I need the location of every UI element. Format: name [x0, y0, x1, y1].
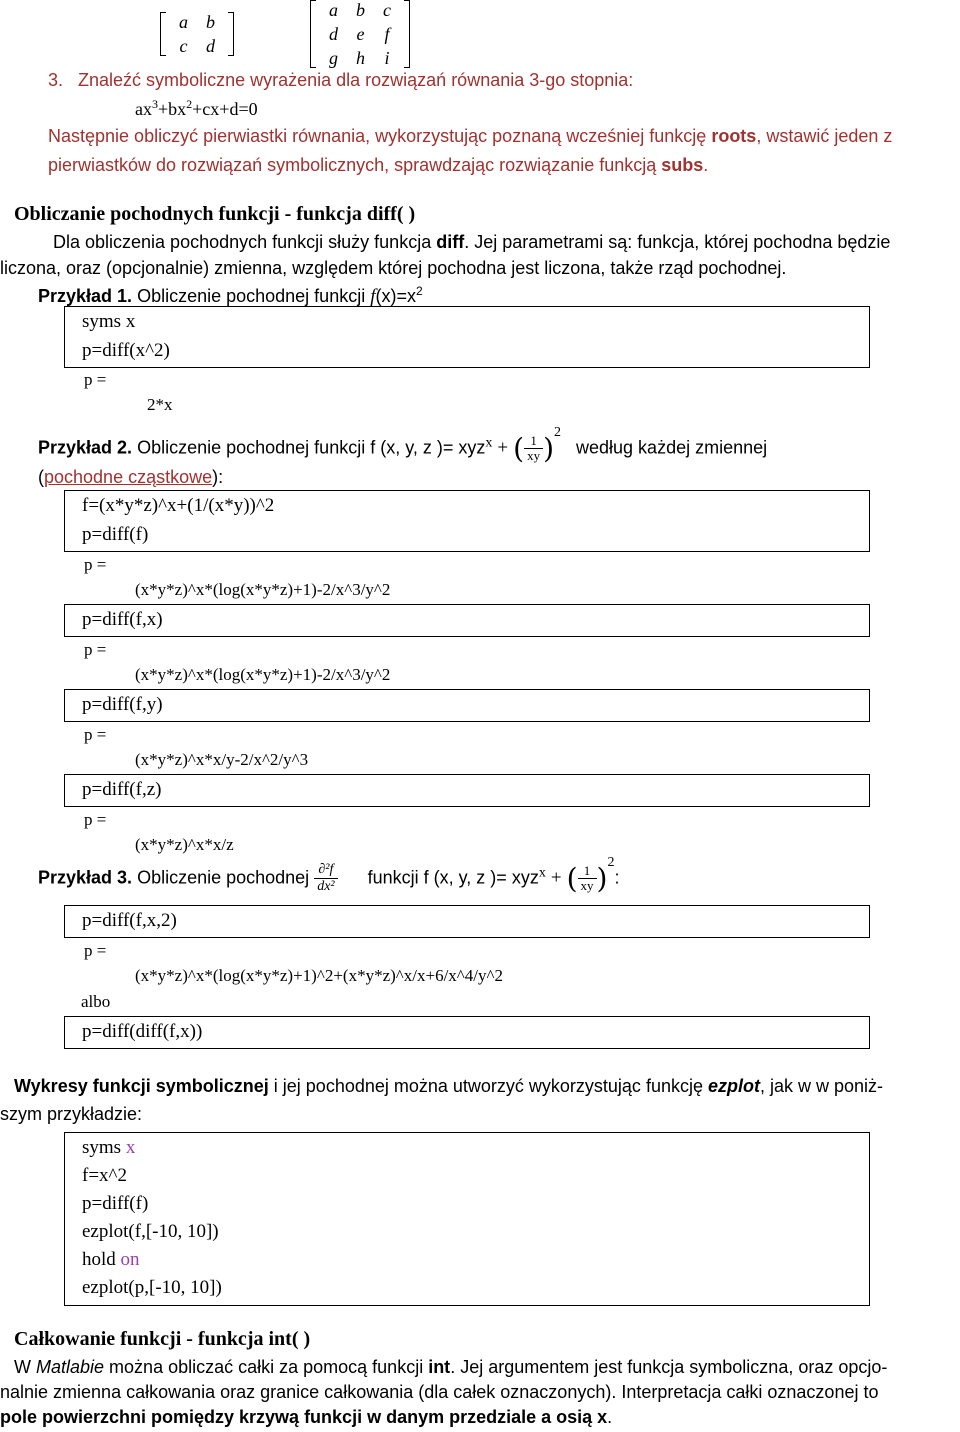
matrix-cell: b — [356, 0, 365, 20]
code-box-example-2b — [64, 604, 870, 637]
code-box-example-1 — [64, 306, 870, 368]
matrix-cell: d — [206, 36, 215, 56]
roots-function: roots — [711, 126, 757, 146]
code-line: ezplot(p,[-10, 10]) — [82, 1277, 222, 1298]
code-line: syms x — [82, 1137, 136, 1158]
item-text: Znaleźć symboliczne wyrażenia dla rozwiązań równania 3-go stopnia: — [78, 70, 634, 90]
code-line: p=diff(f) — [82, 524, 149, 545]
code-line: p=diff(x^2) — [82, 340, 170, 361]
matrix-3x3 — [310, 0, 410, 70]
int-paragraph-line3: pole powierzchni pomiędzy krzywą funkcji w danym przedziale a osią x. — [0, 1407, 613, 1427]
plot-paragraph-line1: Wykresy funkcji symbolicznej i jej pochodnej można utworzyć wykorzystując funkcję ezplot, jak w w poniż- — [14, 1076, 884, 1096]
output-label: p = — [84, 941, 107, 960]
output-label: p = — [84, 640, 107, 659]
subs-function: subs — [661, 155, 704, 175]
output-value: (x*y*z)^x*(log(x*y*z)+1)-2/x^3/y^2 — [135, 665, 391, 684]
code-line: hold on — [82, 1249, 140, 1270]
code-line: f=x^2 — [82, 1165, 127, 1186]
matrix-cell: h — [356, 48, 365, 68]
matrix-2x2 — [160, 10, 234, 58]
code-line: p=diff(f) — [82, 1193, 149, 1214]
output-label: p = — [84, 555, 107, 574]
int-paragraph-line2: nalnie zmienna całkowania oraz granice całkowania (dla całek oznaczonych). Interpretacja całki oznaczonej to — [0, 1382, 879, 1402]
code-line: p=diff(f,y) — [82, 694, 163, 715]
item-3-paragraph-line1: Następnie obliczyć pierwiastki równania, wykorzystując poznaną wcześniej funkcję roots, wstawić jeden z — [48, 126, 893, 146]
matrix-cell: c — [383, 0, 391, 20]
code-line: ezplot(f,[-10, 10]) — [82, 1221, 219, 1242]
output-label: p = — [84, 370, 107, 389]
albo-label: albo — [81, 992, 111, 1011]
diff-paragraph-line1: Dla obliczenia pochodnych funkcji służy funkcja diff. Jej parametrami są: funkcja, której pochodna będzie — [53, 232, 891, 252]
matrix-cell: e — [356, 24, 365, 44]
code-line: p=diff(diff(f,x)) — [82, 1021, 203, 1042]
diff-paragraph-line2: liczona, oraz (opcjonalnie) zmienna, względem której pochodna jest liczona, także rząd pochodnej. — [0, 258, 787, 278]
code-line: f=(x*y*z)^x+(1/(x*y))^2 — [82, 495, 275, 516]
output-label: p = — [84, 810, 107, 829]
matrix-cell: b — [206, 12, 215, 32]
example-1-title: Przykład 1. Obliczenie pochodnej funkcji $f(x)=x^2$ — [38, 284, 423, 307]
item-number: 3. — [48, 70, 64, 90]
matrix-cell: c — [179, 36, 188, 56]
output-value: (x*y*z)^x*x/z — [135, 835, 234, 854]
matrix-cell: d — [329, 24, 338, 44]
matrix-cell: i — [384, 48, 390, 68]
matrix-cell: a — [179, 12, 188, 32]
example-3-title: Przykład 3. Obliczenie pochodnej $\frac{\text{∂²f}}{\text{dx²}}$ funkcji f (x, y, z )= xyz$^x$ + ( $\frac{1}{xy}$ )$^2$: — [38, 855, 620, 895]
code-box-example-2c — [64, 689, 870, 722]
matrix-cell: a — [329, 0, 338, 20]
partial-derivatives-label: (pochodne cząstkowe): — [38, 467, 224, 487]
output-value: (x*y*z)^x*(log(x*y*z)+1)-2/x^3/y^2 — [135, 580, 391, 599]
output-label: p = — [84, 725, 107, 744]
item-3-paragraph-line2: pierwiastków do rozwiązań symbolicznych, sprawdzając rozwiązanie funkcją subs. — [48, 155, 709, 175]
plot-paragraph-line2: szym przykładzie: — [0, 1104, 143, 1124]
cubic-equation: $ax^3+bx^2+cx+d=0$ — [135, 97, 258, 119]
output-value: (x*y*z)^x*(log(x*y*z)+1)^2+(x*y*z)^x/x+6/x^4/y^2 — [135, 966, 503, 985]
item-3 — [48, 70, 633, 91]
matrix-cell: g — [329, 48, 338, 68]
matrix-cell: f — [384, 24, 390, 44]
output-value: (x*y*z)^x*x/y-2/x^2/y^3 — [135, 750, 309, 769]
example-2-title: Przykład 2. Obliczenie pochodnej funkcji f (x, y, z )= xyz$^x$ + ( $\frac{1}{xy}$ )$^2$ według każdej zmiennej — [38, 425, 768, 465]
int-paragraph-line1: W Matlabie można obliczać całki za pomocą funkcji int. Jej argumentem jest funkcja symboliczna, oraz opcjo- — [14, 1357, 888, 1377]
code-line: syms x — [82, 311, 136, 332]
code-box-example-2d — [64, 774, 870, 807]
code-line: p=diff(f,x,2) — [82, 910, 177, 931]
code-line: p=diff(f,z) — [82, 779, 162, 800]
code-box-example-3a — [64, 905, 870, 938]
code-line: p=diff(f,x) — [82, 609, 163, 630]
section-heading-int: Całkowanie funkcji - funkcja int( ) — [14, 1328, 311, 1350]
section-heading-diff: Obliczanie pochodnych funkcji - funkcja diff( ) — [14, 203, 416, 225]
output-value: 2*x — [147, 395, 173, 414]
